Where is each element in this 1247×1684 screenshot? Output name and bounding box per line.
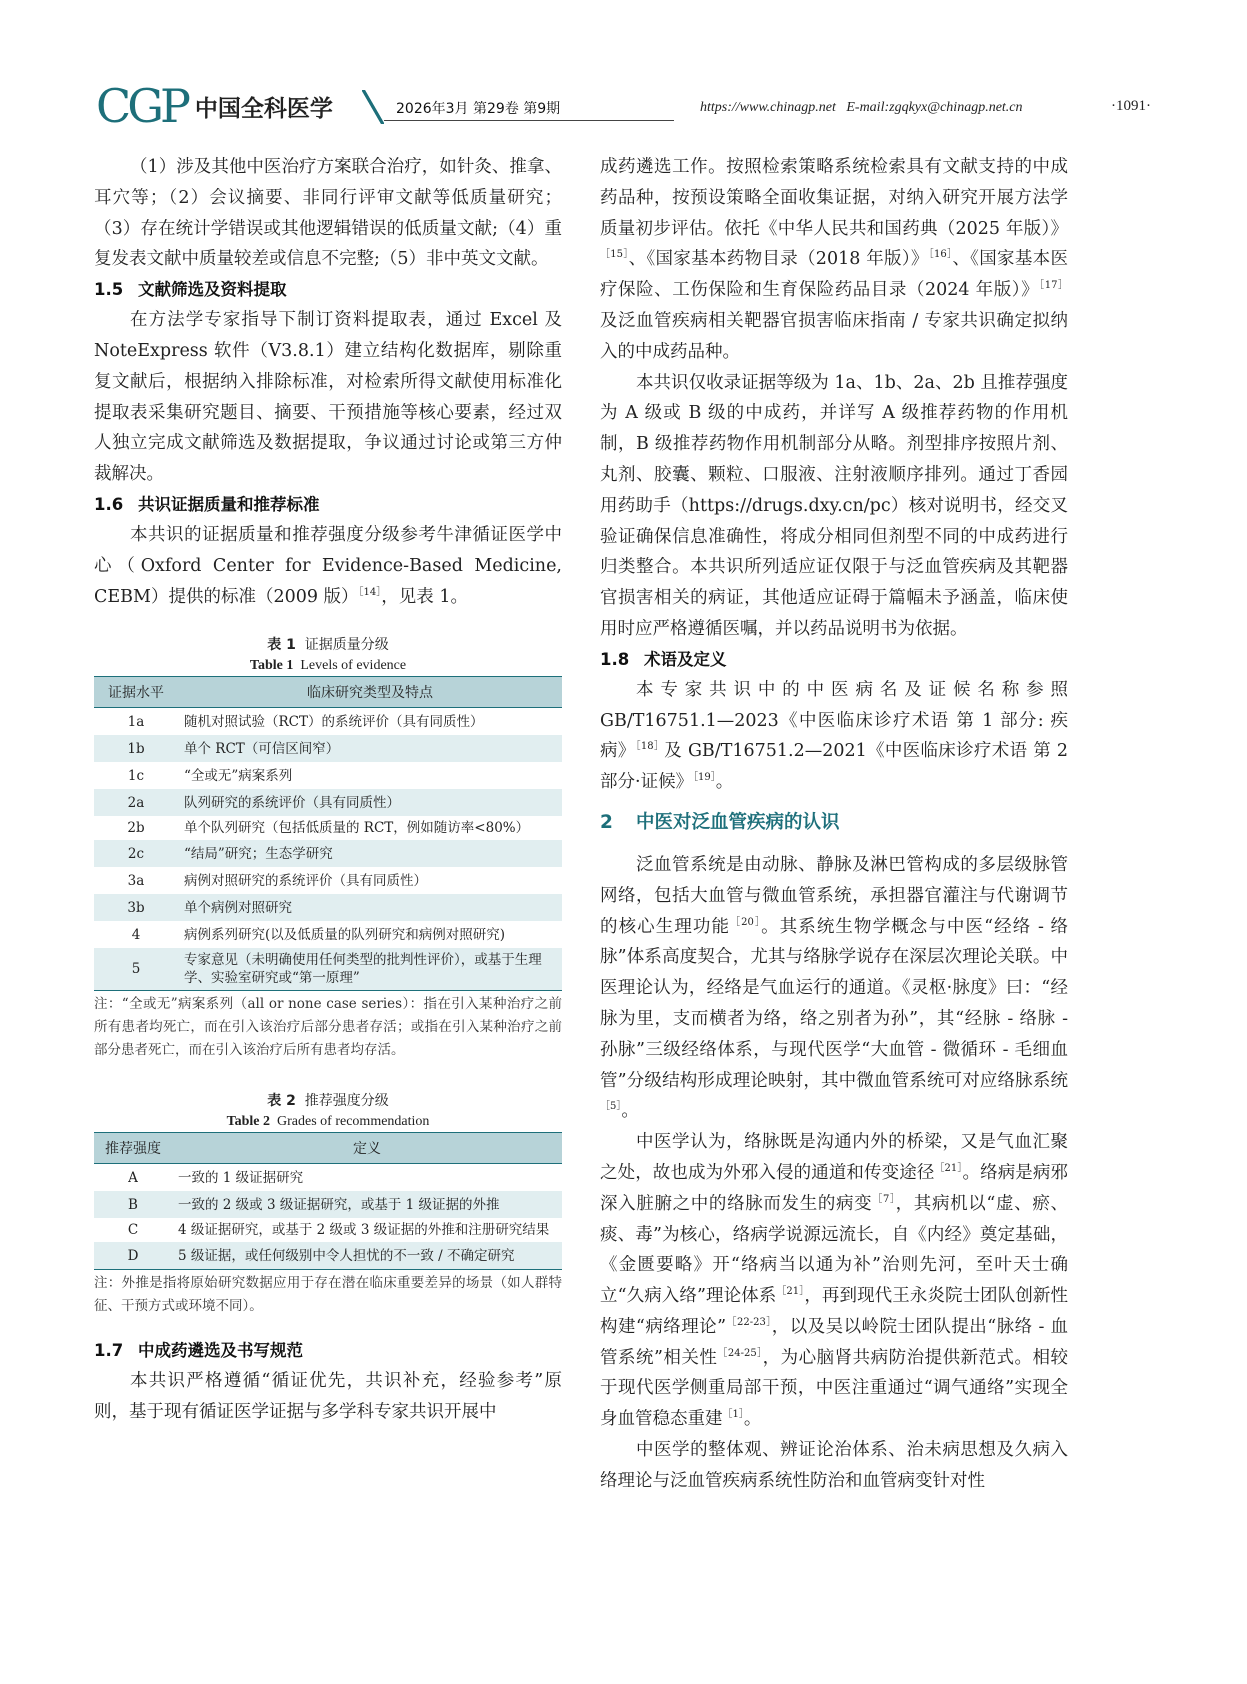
table-2-caption: 表 2 推荐强度分级 [267,1093,389,1110]
right-column [600,152,1068,1497]
table-row [94,762,562,789]
table-row [94,1218,562,1242]
citation[interactable]: ［17］ [1039,280,1068,292]
collateral-theory-paragraph: 中医学认为，络脉既是沟通内外的桥梁，又是气血汇聚之处，故也成为外邪入侵的通道和传变途径$^{[21]}$。络病是病邪深入脏腑之中的络脉而发生的病变$^{[7]}$，其病机以“虚、瘀、痰、毒”为核心，络病学说源远流长，自《内经》奠定基础，《金匮要略》开“络病当以通为补”治则先河，至叶天士确立“久病入络”理论体系$^{[21]}$，再到现代王永炎院士团队创新性构建“病络理论”$^{[22-23]}$，以及吴以岭院士团队提出“脉络 - 血管系统”相关性$^{[24-25]}$，为心脑肾共病防治提供新范式。相较于现代医学侧重局部干预，中医注重通过“调气通络”实现全身血管稳态重建$^{[1]}$。 [600,1132,1069,1430]
table-cell: B [94,1191,172,1218]
table-cell: A [128,1169,138,1186]
citation[interactable]: ［15］ [600,249,629,261]
table-row [94,789,562,816]
section-1-5-heading: 1.5 文献筛选及资料提取 [94,280,287,300]
table-cell: 专家意见（未明确使用任何类型的批判性评价），或基于生理学、实验室研究或“第一原理” [178,948,562,991]
table-row [94,921,562,948]
table-row [94,735,562,762]
table-2 [94,1090,562,1318]
table-cell: D [94,1242,172,1270]
table-row [94,867,562,894]
header-slash-decoration [362,90,384,124]
table-cell: 一致的 1 级证据研究 [178,1169,304,1186]
table-row [94,816,562,840]
header-rule [384,120,674,121]
drug-selection-paragraph: 成药遴选工作。按照检索策略系统检索具有文献支持的中成药品种，按预设策略全面收集证据，对纳入研究开展方法学质量初步评估。依托《中华人民共和国药典（2025 年版）》$^{[15]}$、《国家基本药物目录（2018 年版）》$^{[16]}$、《国家基本医疗保险、工伤保险和生育保险药品目录（2024 年版）》$^{[17]}$及泛血管疾病相关靶器官损害临床指南 / 专家共识确定拟纳入的中成药品种。 [600,157,1068,362]
citation[interactable]: ［7］ [872,1193,896,1205]
table-row [94,840,562,867]
table-row [94,948,562,991]
section-1-8-heading: 1.8 术语及定义 [600,649,727,669]
citation[interactable]: ［21］ [776,1286,805,1298]
journal-website[interactable]: https://www.chinagp.net [700,100,836,115]
journal-email[interactable]: E-mail:zgqkyx@chinagp.net.cn [846,100,1023,115]
table-cell: 队列研究的系统评价（具有同质性） [178,789,562,816]
recommendation-grades-table [94,1132,562,1270]
table-header-cell: 推荐强度 [94,1133,172,1164]
table-cell: 单个病例对照研究 [178,894,562,921]
section-1-7-heading: 1.7 中成药遴选及书写规范 [94,1341,303,1361]
table-cell: 1c [127,767,145,784]
table-cell: 病例对照研究的系统评价（具有同质性） [184,872,427,889]
table-2-caption-en: Table 2 Grades of recommendation [226,1114,430,1130]
table-cell: 病例系列研究(以及低质量的队列研究和病例对照研究) [184,926,506,943]
logo-mark: CGP [96,79,187,133]
evidence-levels-table [94,676,562,991]
section-1-5-paragraph: 在方法学专家指导下制订资料提取表，通过 Excel 及 NoteExpress 软件（V3.8.1）建立结构化数据库，剔除重复文献后，根据纳入排除标准，对检索所得文献使用标准化提取表采集研究题目、摘要、干预措施等核心要素，经过双人独立完成文献筛选及数据提取，争议通过讨论或第三方仲裁解决。 [94,310,562,485]
table-cell: 4 级证据研究，或基于 2 级或 3 级证据的外推和注册研究结果 [178,1222,550,1239]
section-1-6-heading: 1.6 共识证据质量和推荐标准 [94,494,320,514]
citation[interactable]: ［22-23］ [726,1316,772,1328]
citation[interactable]: ［24-25］ [717,1347,763,1359]
pan-vascular-paragraph: 泛血管系统是由动脉、静脉及淋巴管构成的多层级脉管网络，包括大血管与微血管系统，承担器官灌注与代谢调节的核心生理功能$^{[20]}$。其系统生物学概念与中医“经络 - 络脉”体系高度契合，尤其与络脉学说存在深层次理论关联。中医理论认为，经络是气血运行的通道。《灵枢·脉度》曰：“经脉为里，支而横者为络，络之别者为孙”，其“经脉 - 络脉 - 孙脉”三级经络体系，与现代医学“大血管 - 微循环 - 毛细血管”分级结构形成理论映射，其中微血管系统可对应络脉系统$^{[5]}$。 [600,854,1068,1122]
citation[interactable]: ［21］ [934,1162,963,1174]
table-1-caption: 表 1 证据质量分级 [267,637,389,654]
citation[interactable]: ［14］ [358,586,382,598]
citation[interactable]: ［19］ [693,772,716,784]
page-number: ·1091· [1111,98,1151,114]
table-row [94,708,562,736]
table-cell: 5 级证据，或任何级别中令人担忧的不一致 / 不确定研究 [172,1242,562,1270]
table-cell: 5 [94,948,178,991]
table-1 [94,634,562,1062]
table-cell: C [127,1222,139,1239]
citation[interactable]: ［5］ [600,1101,622,1113]
table-row [94,1164,562,1192]
table-cell: 2a [94,789,178,816]
left-column [94,152,562,1428]
table-row [94,894,562,921]
citation[interactable]: ［1］ [722,1409,744,1421]
citation[interactable]: ［16］ [928,249,953,261]
terminology-paragraph: 本专家共识中的中医病名及证候名称参照 GB/T16751.1—2023《中医临床诊疗术语 第 1 部分: 疾病》$^{[18]}$及 GB/T16751.2—2021《中医临床诊疗术语 第 2 部分·证候》$^{[19]}$。 [600,679,1069,793]
section-1-6-paragraph: 本共识的证据质量和推荐强度分级参考牛津循证医学中心（Oxford Center for Evidence-Based Medicine, CEBM）提供的标准（2009 版）$^{[14]}$，见表 1。 [94,524,562,607]
table-row [94,1242,562,1270]
citation[interactable]: ［18］ [635,741,665,753]
table-cell: 随机对照试验（RCT）的系统评价（具有同质性） [184,713,484,730]
table-row [94,1191,562,1218]
journal-logo [96,79,333,133]
table-cell: 1a [127,713,145,730]
table-header-cell: 定义 [172,1133,562,1164]
table-cell: “结局”研究；生态学研究 [178,840,562,867]
exclusion-criteria-paragraph: （1）涉及其他中医治疗方案联合治疗，如针灸、推拿、耳穴等；（2）会议摘要、非同行评审文献等低质量研究；（3）存在统计学错误或其他逻辑错误的低质量文献;（4）重复发表文献中质量较差或信息不完整;（5）非中英文文献。 [94,157,562,270]
section-1-7-paragraph: 本共识严格遵循“循证优先，共识补充，经验参考”原则，基于现有循证医学证据与多学科专家共识开展中 [94,1371,562,1423]
table-cell: 4 [131,926,141,943]
page-header [96,79,1151,133]
holistic-view-paragraph: 中医学的整体观、辨证论治体系、治未病思想及久病入络理论与泛血管疾病系统性防治和血管病变针对性 [600,1440,1068,1491]
table-cell: “全或无”病案系列 [184,767,293,784]
table-cell: 2c [94,840,178,867]
table-1-caption-en: Table 1 Levels of evidence [249,658,407,674]
table-cell: 3a [127,872,145,889]
citation[interactable]: ［20］ [730,916,762,928]
table-cell: 2b [127,820,145,837]
table-header-cell: 临床研究类型及特点 [178,677,562,708]
journal-name: 中国全科医学 [194,96,333,122]
header-contact [700,100,1023,116]
table-1-note: 注：“全或无”病案系列（all or none case series）：指在引入某种治疗之前所有患者均死亡，而在引入该治疗后部分患者存活；或指在引入某种治疗之前部分患者死亡，而在引入该治疗后所有患者均存活。 [94,996,562,1059]
table-2-note: 注：外推是指将原始研究数据应用于存在潜在临床重要差异的场景（如人群特征、干预方式或环境不同）。 [94,1275,562,1315]
table-cell: 3b [94,894,178,921]
inclusion-scope-paragraph: 本共识仅收录证据等级为 1a、1b、2a、2b 且推荐强度为 A 级或 B 级的中成药，并详写 A 级推荐药物的作用机制，B 级推荐药物作用机制部分从略。剂型排序按照片剂、丸剂、胶囊、颗粒、口服液、注射液顺序排列。通过丁香园用药助手（https://drugs.dxy.cn/pc）核对说明书，经交叉验证确保信息准确性，将成分相同但剂型不同的中成药进行归类整合。本共识所列适应证仅限于与泛血管疾病及其靶器官损害相关的病证，其他适应证碍于篇幅未予涵盖，临床使用时应严格遵循医嘱，并以药品说明书为依据。 [600,372,1068,639]
table-cell: 单个 RCT（可信区间窄） [178,735,562,762]
section-2-heading: 2 中医对泛血管疾病的认识 [600,811,840,833]
table-cell: 一致的 2 级或 3 级证据研究，或基于 1 级证据的外推 [172,1191,562,1218]
table-header-cell: 证据水平 [94,677,178,708]
issue-info: 2026年3月 第29卷 第9期 [396,101,561,117]
table-cell: 单个队列研究（包括低质量的 RCT，例如随访率<80%） [184,820,530,837]
table-cell: 1b [94,735,178,762]
